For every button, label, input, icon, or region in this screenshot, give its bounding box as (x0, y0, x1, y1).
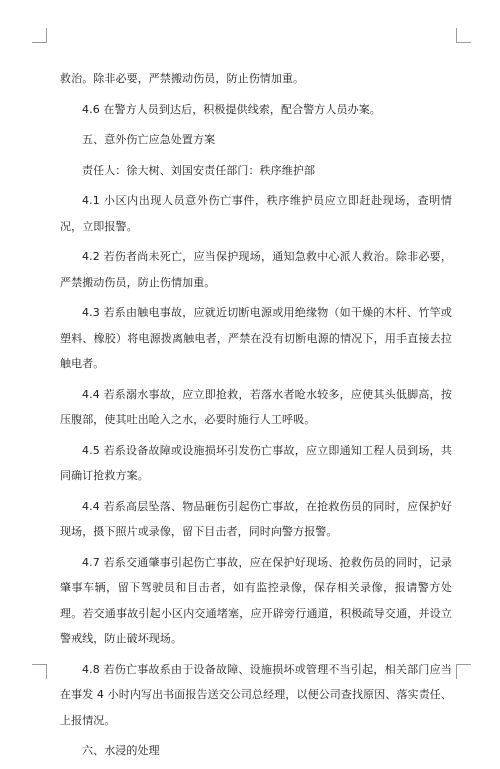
crop-mark-bottom-right (456, 664, 471, 679)
crop-mark-top-right (456, 28, 471, 43)
section-heading: 六、水浸的处理 (82, 744, 160, 757)
crop-mark-top-left (32, 28, 47, 43)
paragraph: 4.7 若系交通肇事引起伤亡事故，应在保护好现场、抢救伤员的同时，记录肇事车辆，留下驾驶员和目击者，如有监控录像，保存相关录像，报请警方处理。若交通事故引起小区内交通堵塞，应开辟旁行通道，积极疏导交通，并设立警戒线，防止破坏现场。 (60, 555, 452, 645)
paragraph: 4.3 若系由触电事故，应就近切断电源或用绝缘物（如干燥的木杆、竹竿或塑料、橡胶）将电源拨离触电者，严禁在没有切断电源的情况下，用手直接去拉触电者。 (60, 306, 452, 370)
paragraph: 4.5 若系设备故障或设施损坏引发伤亡事故，应立即通知工程人员到场，共同确订抢救方案。 (60, 443, 452, 482)
paragraph: 救治。除非必要，严禁搬动伤员，防止伤情加重。 (60, 72, 305, 85)
responsible-party: 责任人：徐大树、刘国安责任部门：秩序维护部 (82, 163, 316, 177)
paragraph: 4.4 若系溺水事故，应立即抢救，若落水者呛水较多，应使其头低脚高，按压腹部，使其吐出呛入之水，必要时施行人工呼吸。 (60, 387, 452, 426)
paragraph: 4.1 小区内出现人员意外伤亡事件，秩序维护员应立即赶赴现场，查明情况，立即报警。 (60, 194, 452, 233)
crop-mark-bottom-left (32, 664, 47, 679)
paragraph: 4.4 若系高层坠落、物品砸伤引起伤亡事故，在抢救伤员的同时，应保护好现场，摄下照片或录像，留下目击者，同时向警方报警。 (60, 499, 452, 538)
paragraph: 4.8 若伤亡事故系由于设备故障、设施损坏或管理不当引起，相关部门应当在事发 4 小时内写出书面报告送交公司总经理，以便公司查找原因、落实责任、上报情况。 (60, 662, 452, 727)
paragraph: 4.6 在警方人员到达后，积极提供线索，配合警方人员办案。 (82, 102, 381, 116)
document-body (60, 66, 452, 769)
section-heading: 五、意外伤亡应急处置方案 (82, 133, 216, 146)
paragraph: 4.2 若伤者尚未死亡，应当保护现场，通知急救中心派人救治。除非必要，严禁搬动伤员，防止伤情加重。 (60, 250, 452, 289)
